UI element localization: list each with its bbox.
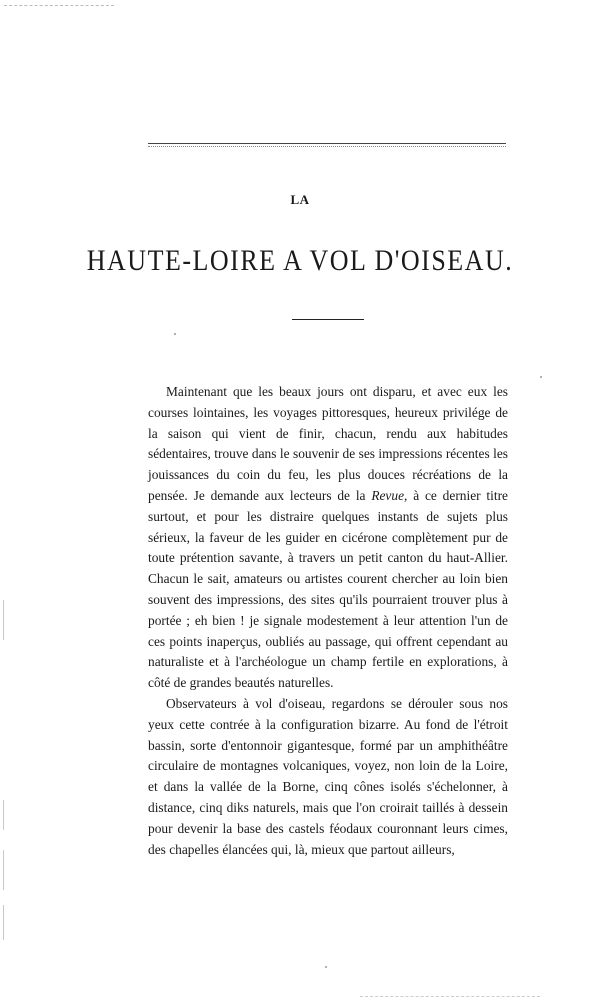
margin-mark: [3, 850, 4, 890]
page-title: HAUTE-LOIRE A VOL D'OISEAU.: [86, 244, 514, 277]
top-edge-mark: [4, 5, 114, 6]
paragraph-2: Observateurs à vol d'oiseau, regardons se dérouler sous nos yeux cette contrée à la configuration bizarre. Au fond de l'étroit bassin, sorte d'entonnoir gigantesque, formé par un amphithéâtre circulaire de montagnes volcaniques, voyez, non loin de la Loire, et dans la vallée de la Borne, cinq cônes isolés s'échelonner, à distance, cinq diks naturels, mais que l'on croirait taillés à dessein pour devenir la base des castels féodaux couronnant leurs cimes, des chapelles élancées qui, là, mieux que partout ailleurs,: [148, 695, 508, 857]
header-rule: [148, 143, 506, 144]
margin-mark: [3, 905, 4, 940]
paper-speck: [174, 333, 176, 335]
margin-mark: [3, 600, 4, 640]
title-separator-rule: [292, 319, 364, 320]
margin-mark: [3, 800, 4, 830]
paragraph-1: [148, 382, 508, 694]
paragraph-1-text-a: Maintenant que les beaux jours ont disparu, et avec eux les courses lointaines, les voyages pittoresques, heureux privilége de la saison qui vient de finir, chacun, rendu aux habitudes sédentaires, trouve dans le souvenir de ses impressions récentes les jouissances du coin du feu, les plus douces récréations de la pensée. Je demande aux lecteurs de la: [148, 384, 508, 503]
article-body: [148, 382, 508, 860]
paper-speck: [540, 376, 542, 378]
bottom-edge-mark: [360, 996, 540, 997]
paragraph-1-text-b: , à ce dernier titre surtout, et pour les distraire quelques instants de sujets plus sérieux, la faveur de les guider en cicérone complètement pur de toute prétention savante, à travers un petit canton du haut-Allier. Chacun le sait, amateurs ou artistes courent chercher au loin bien souvent des impressions, des sites qu'ils pourraient trouver plus à portée ; eh bien ! je signale modestement à leur attention l'un de ces points inaperçus, oubliés au passage, qui offrent cependant au naturaliste et à l'archéologue un champ fertile en explorations, à côté de grandes beautés naturelles.: [148, 487, 508, 691]
journal-name: Revue: [371, 487, 405, 503]
paper-speck: [325, 966, 327, 968]
title-kicker: LA: [290, 192, 310, 207]
